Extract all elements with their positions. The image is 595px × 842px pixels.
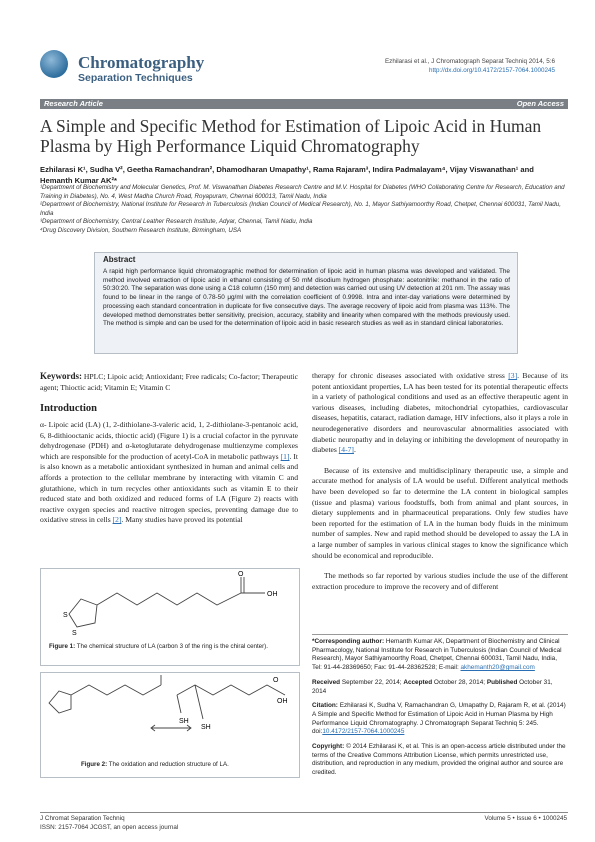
ref-link-3[interactable]: [3] (508, 371, 518, 380)
thiol-2: SH (201, 724, 211, 731)
citation-body: Ezhilarasi K, Sudha V, Ramachandran G, Umapathy D, Rajaram R, et al. (2014) A Simple and Specific Method for Estimation of Lipoic Acid in Human Plasma by High Performance Liquid Chromatography. J Chromatograph Separat Techniq 5: 245. doi: (312, 702, 566, 736)
corr-text: Hemanth Kumar AK, Department of Biochemistry and Clinical Pharmacology, National Institute for Research in Tuberculosis (Indian Council of Medical Research), Mayor Sathiyamoorthy Road, Chetpet, Chennai 600031, Tamil Nadu, India, Tel: 91-44-28369650; Fax: 91-44-28362528; E-mail: (312, 638, 562, 672)
copyright-text: © 2014 Ezhilarasi K, et al. This is an open-access article distributed under the terms of the Creative Commons Attribution License, which permits unrestricted use, distribution, and reproduction in any medium, provided the original author and source are credited. (312, 743, 566, 777)
accepted-date: October 28, 2014; (432, 678, 487, 686)
intro-text-1: α- Lipoic acid (LA) (1, 2-dithiolane-3-valeric acid, 1, 2-dithiolane-3-pentanoic acid, 6, 8-dithiooctanic acids, thioctic acid) (Figure 1) is a crucial cofactor in the pyruvate dehydrogenase (PDH) and α-ketoglutarate dehydrogenase multienzyme complexes which are responsible for the production of acetyl-CoA in metabolic pathways (40, 420, 298, 461)
footer-left (40, 815, 178, 832)
intro-text-3: . Many studies have proved its potential (121, 515, 243, 525)
authors: Ezhilarasi K¹, Sudha V², Geetha Ramachandran², Dhamodharan Umapathy¹, Rama Rajaram³, Indira Padmalayam⁴, Vijay Viswanathan¹ and Hemanth Kumar AK²* (40, 165, 534, 185)
ref-link-1[interactable]: [1] (280, 451, 290, 461)
introduction-paragraph (40, 420, 298, 526)
doi-link[interactable]: http://dx.doi.org/10.4172/2157-7064.1000245 (428, 67, 555, 74)
chain-right (177, 685, 285, 695)
affiliation-4: ⁴Drug Discovery Division, Southern Research Institute, Birmingham, USA (40, 226, 242, 234)
affiliation-1: ¹Department of Biochemistry and Molecular Genetics, Prof. M. Viswanathan Diabetes Research Centre and M.V. Hospital for Diabetes (WHO Collaborating Centre for Research, Education and Training in Diabetes), No. 4, West Madha Church Road, Royapuram, Chennai 600013, Tamil Nadu, India (40, 184, 565, 200)
abstract-box (94, 252, 518, 354)
corresponding-author (312, 638, 568, 673)
article-type-banner (40, 99, 568, 109)
figure-2-label: Figure 2: (81, 761, 108, 768)
published-label: Published (486, 678, 518, 686)
published-date: October 31, 2014 (312, 678, 553, 695)
affiliation-2: ²Department of Biochemistry, National Institute for Research in Tuberculosis (Indian Council of Medical Research), No. 1, Mayor Sathiyamoorthy Road, Chetpet, Chennai 600031, Tamil Nadu, India (40, 201, 561, 217)
keywords-label: Keywords: (40, 371, 82, 381)
footer-volume: Volume 5 • Issue 6 • 1000245 (484, 815, 567, 822)
abstract-heading: Abstract (103, 255, 136, 264)
hydroxyl: OH (267, 591, 278, 598)
figure-1-label: Figure 1: (49, 643, 76, 650)
affiliations (40, 184, 568, 236)
figure-2-caption (81, 761, 291, 769)
abstract-text: A rapid high performance liquid chromatographic method for determination of lipoic acid in human plasma was developed and validated. The method involved extraction of lipoic acid in ethanol consisting of 50 mM disodium hydrogen phosphate: acetonitrile: methanol in the ratio of 50:30:20. The separation was done using a C18 column (150 mm) and detection was carried out using UV detection at 201 nm. The assay was found to be linear in the range of 0.78-50 μg/ml with the correlation coefficient of 0.9998. Intra and inter-day variations were determined by processing each standard concentration in duplicate for five consecutive days. The average recovery of lipoic acid from plasma was 113%. The developed method demonstrates better sensitivity, precision, accuracy, stability and linearity when compared with the methods previously used. The method is simple and can be used for the determination of lipoic acid in basic research studies as well as in standard clinical laboratories. (103, 268, 510, 328)
hydroxyl-2: OH (277, 698, 288, 705)
thiol-bond-2 (195, 685, 203, 719)
right-paragraph-1 (312, 371, 568, 456)
citation-text: Ezhilarasi et al., J Chromatograph Separat Techniq 2014, 5:6 (384, 58, 555, 65)
keywords (40, 371, 298, 393)
intro-text-2: . It is also known as a metabolic antioxidant synthesized in human and animal cells and affords a protection to the cellular membrane by interacting with vitamin C and glutathione, which in turn recycles other antioxidants such as vitamin E to their reduced state and both oxidized and reduced forms of LA (Figure 2) reacts with reactive oxygen species and reactive nitrogen species, preventing damage due to oxidative stress in cells (40, 451, 298, 525)
sulfur-2: S (72, 630, 77, 637)
copyright-label: Copyright: (312, 743, 345, 751)
footer-journal: J Chromat Separation Techniq (40, 815, 125, 822)
keywords-text: HPLC; Lipoic acid; Antioxidant; Free radicals; Co-factor; Therapeutic agent; Thioctic acid; Vitamin E; Vitamin C (40, 372, 298, 392)
footer-divider (40, 812, 568, 813)
corr-label: *Corresponding author: (312, 638, 385, 645)
open-access-label: Open Access (516, 99, 564, 108)
figure-2 (40, 672, 300, 778)
carbon-chain (97, 593, 241, 605)
journal-subtitle: Separation Techniques (78, 72, 193, 84)
citation-header (385, 57, 555, 75)
introduction-heading: Introduction (40, 403, 97, 414)
right-text-2: . Because of its potent antioxidant properties, LA has been tested for its potential therapeutic effects in a variety of pathological conditions and used as an effective therapeutic agent in various diseases, including diabetes, mitochondrial cytopathies, cardiovascular diseases, hepatitis, cataract, radiation damage, HIV infections, also it plays a role in neurodegenerative disorders and neurovascular abnormalities associated with diabetic neuropathy and in delaying or inhibiting the development of neuropathy in diabetes (312, 371, 568, 455)
figure-1-caption (49, 643, 289, 651)
email-link[interactable]: akhemanth20@gmail.com (460, 664, 535, 672)
dates (312, 679, 568, 696)
right-column-text (312, 371, 568, 592)
paper-title: A Simple and Specific Method for Estimation of Lipoic Acid in Human Plasma by High Performance Liquid Chromatography (40, 116, 542, 156)
affiliation-3: ³Department of Biochemistry, Central Leather Research Institute, Adyar, Chennai, Tamil Nadu, India (40, 218, 313, 226)
ref-link-4[interactable]: [4-7] (338, 445, 354, 455)
citation-doi-link[interactable]: 10.4172/2157-7064.1000245 (322, 728, 405, 736)
citation-label: Citation: (312, 702, 338, 710)
journal-logo-icon (40, 50, 68, 78)
oxygen-2: O (273, 677, 279, 684)
ring-left (49, 691, 71, 713)
right-paragraph-3: The methods so far reported by various studies include the use of the different extraction procedure to improve the recovery and of different (312, 571, 568, 591)
redox-structure (41, 673, 299, 759)
journal-name: Chromatography (78, 53, 205, 72)
citation-block (312, 702, 568, 737)
copyright-block (312, 743, 568, 778)
received-date: September 22, 2014; (340, 678, 404, 686)
dithiolane-ring (69, 599, 97, 627)
article-type: Research Article (44, 99, 103, 108)
correspondence-block (312, 634, 568, 784)
ref-link-2[interactable]: [2] (112, 515, 122, 525)
received-label: Received (312, 678, 341, 686)
figure-1 (40, 568, 300, 666)
right-paragraph-2: Because of its extensive and multidisciplinary therapeutic use, a simple and accurate method for analysis of LA would be useful. Different analytical methods have been developed so far to determine the LA content in biological samples (tissue and plasma) various foodstuffs, both from animal and plant sources, in dietary supplements and in pharmaceutical preparations. Only few studies have been reported for the estimation of LA in the human body fluids in the minimum number of samples. New and rapid method should be developed to assay the LA in a large number of samples in various clinical stages to know the significance which should be economical and reproducible. (312, 465, 568, 560)
chain-left (71, 685, 161, 695)
figure-2-caption-text: The oxidation and reduction structure of LA. (107, 761, 229, 768)
figure-1-caption-text: The chemical structure of LA (carbon 3 of the ring is the chiral center). (75, 643, 268, 650)
sulfur-1: S (63, 612, 68, 619)
right-text-1: therapy for chronic diseases associated with oxidative stress (312, 371, 509, 380)
right-text-3: . (353, 445, 356, 455)
footer-issn: ISSN: 2157-7064 JCGST, an open access journal (40, 823, 179, 831)
thiol-bond-1 (177, 695, 181, 713)
oxygen: O (238, 571, 244, 578)
lipoic-acid-structure (41, 569, 299, 641)
thiol-1: SH (179, 718, 189, 725)
accepted-label: Accepted (403, 678, 433, 686)
correspondence-divider (312, 634, 568, 635)
